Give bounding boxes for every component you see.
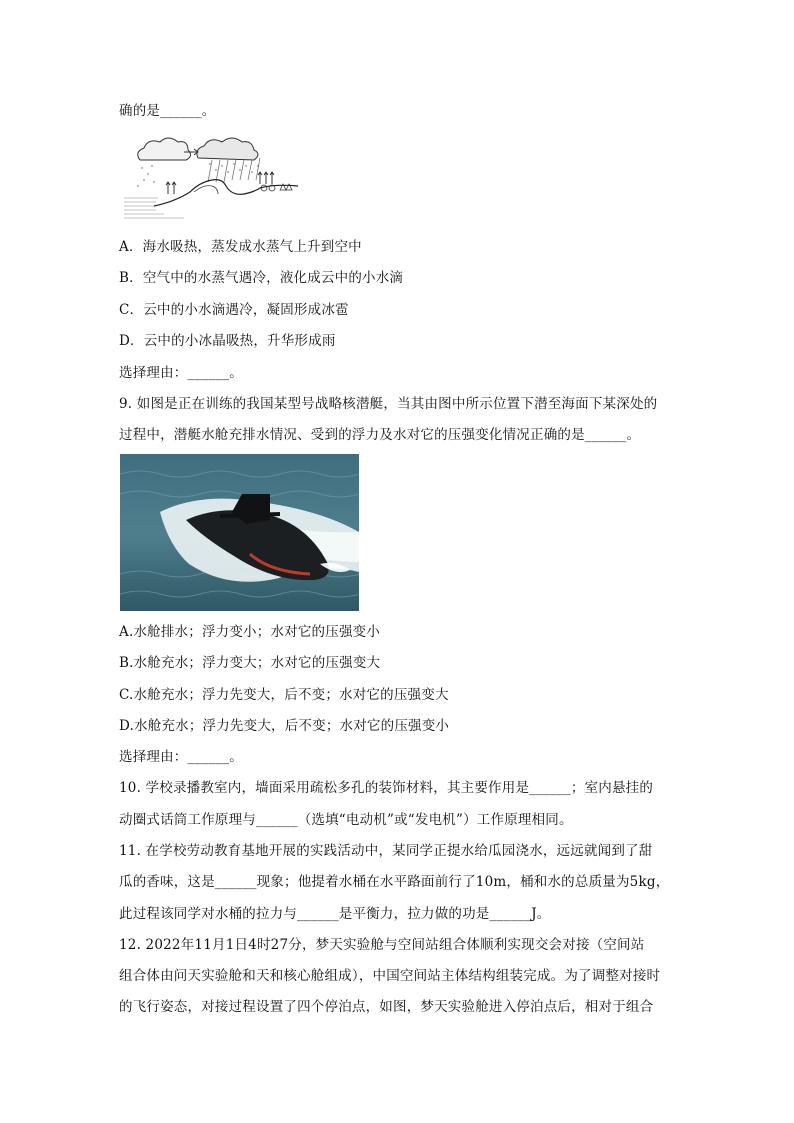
- q8-reason: 选择理由：______。: [119, 365, 243, 381]
- q9-stem-line-2: 过程中，潜艇水舱充排水情况、受到的浮力及水对它的压强变化情况正确的是______。: [119, 427, 641, 443]
- submarine-photo: [120, 454, 359, 611]
- q12-line-2: 组合体由问天实验舱和天和核心舱组成），中国空间站主体结构组装完成。为了调整对接时: [119, 968, 661, 984]
- q10-line-2: 动圈式话筒工作原理与______（选填“电动机”或“发电机”）工作原理相同。: [119, 812, 573, 828]
- q9-option-a: A.水舱排水；浮力变小；水对它的压强变小: [119, 624, 381, 640]
- q8-stem-tail: 确的是______。: [119, 103, 216, 119]
- q12-line-1: 12. 2022年11月1日4时27分，梦天实验舱与空间站组合体顺利实现交会对接（空间站: [119, 937, 645, 953]
- q12-line-3: 的飞行姿态，对接过程设置了四个停泊点，如图，梦天实验舱进入停泊点后，相对于组合: [119, 999, 654, 1015]
- q9-reason: 选择理由：______。: [119, 749, 243, 765]
- q8-option-c: C．云中的小水滴遇冷，凝固形成冰雹: [119, 302, 349, 318]
- q9-stem-line-1: 9. 如图是正在训练的我国某型号战略核潜艇，当其由图中所示位置下潜至海面下某深处的: [119, 396, 658, 412]
- q9-option-b: B.水舱充水；浮力变大；水对它的压强变大: [119, 655, 381, 671]
- q8-option-d: D．云中的小冰晶吸热，升华形成雨: [119, 333, 336, 349]
- q8-option-a: A．海水吸热，蒸发成水蒸气上升到空中: [119, 239, 362, 255]
- q10-line-1: 10. 学校录播教室内，墙面采用疏松多孔的装饰材料，其主要作用是______；室内悬挂的: [119, 780, 654, 796]
- q8-option-b: B．空气中的水蒸气遇冷，液化成云中的小水滴: [119, 270, 404, 286]
- q9-option-d: D.水舱充水；浮力先变大，后不变；水对它的压强变小: [119, 718, 450, 734]
- q11-line-3: 此过程该同学对水桶的拉力与______是平衡力，拉力做的功是______J。: [119, 906, 551, 922]
- q11-line-1: 11. 在学校劳动教育基地开展的实践活动中，某同学正提水给瓜园浇水，远远就闻到了甜: [119, 843, 653, 859]
- q11-line-2: 瓜的香味，这是______现象；他提着水桶在水平路面前行了10m，桶和水的总质量为5kg，: [119, 874, 670, 890]
- q9-option-c: C.水舱充水；浮力先变大，后不变；水对它的压强变大: [119, 687, 449, 703]
- water-cycle-figure: [124, 136, 300, 220]
